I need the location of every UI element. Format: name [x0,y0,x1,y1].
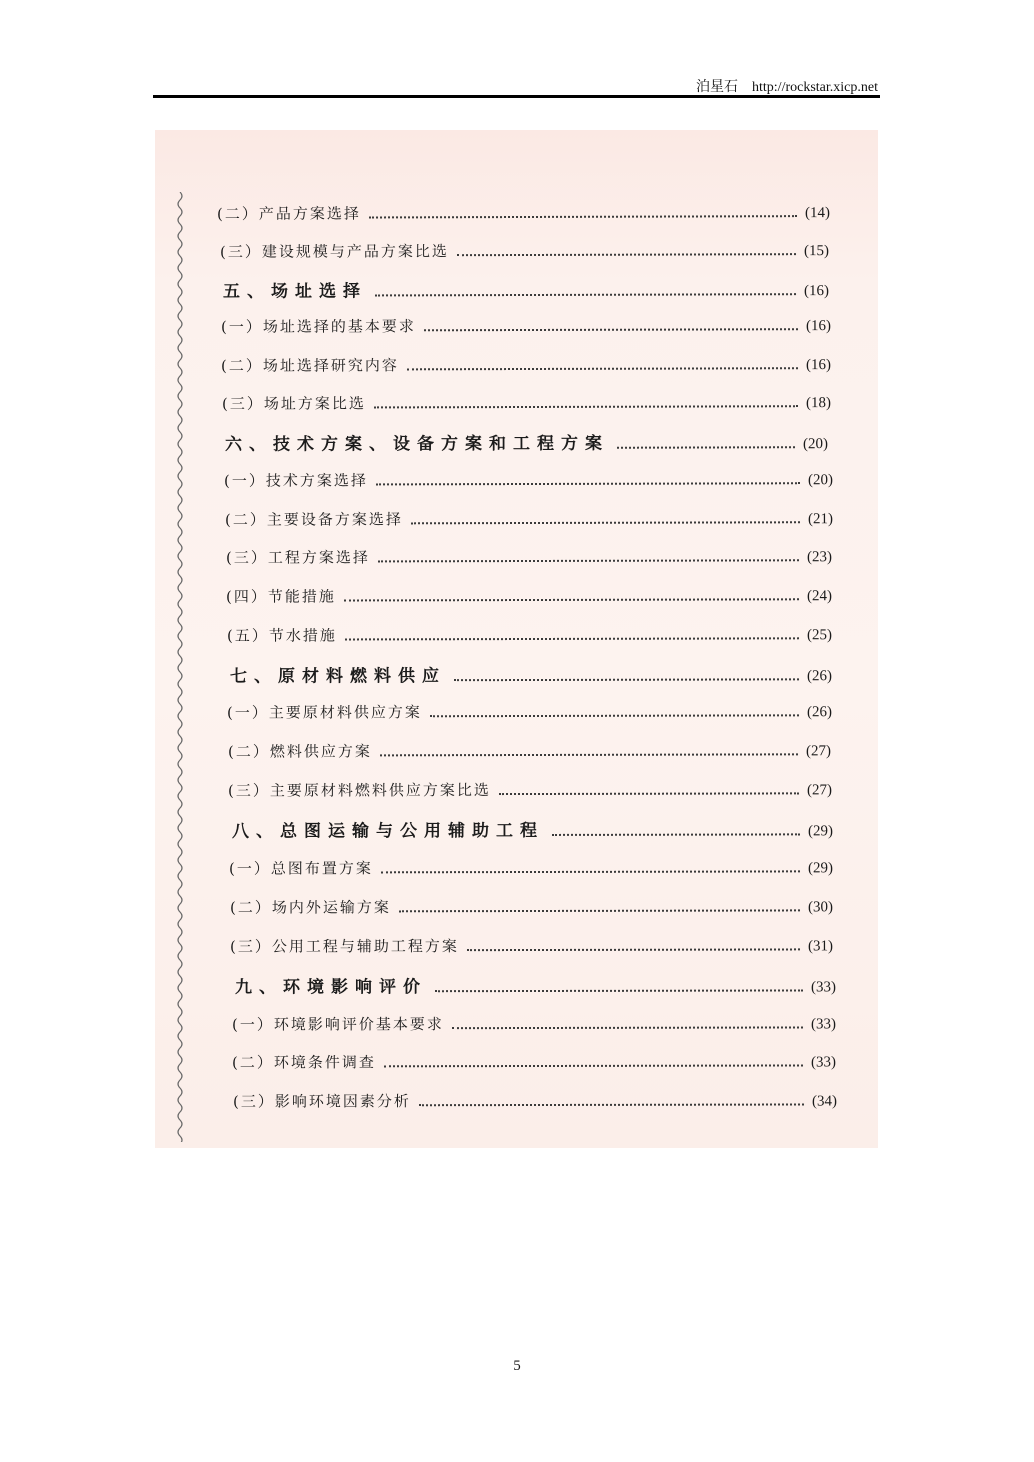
toc-entry-page: (16) [805,357,832,374]
dot-leader [344,597,799,601]
toc-entry [228,778,832,800]
toc-entry-label: (四）节能措施 [225,587,336,606]
toc-entry-page: (27) [805,743,832,760]
toc-entry-label: (一）总图布置方案 [228,859,373,878]
scanned-toc-page [155,130,878,1148]
dot-leader [407,366,798,370]
toc-entry [226,584,832,607]
toc-entry-label: 五、场址选择 [222,281,368,302]
dot-leader [384,1063,803,1067]
toc-entry-page: (33) [810,1016,837,1033]
dot-leader [457,252,796,256]
toc-entry-label: (二）燃料供应方案 [227,742,372,761]
toc-entry [233,1089,837,1111]
toc-entry [228,739,831,761]
toc-entry [227,700,832,722]
toc-entry [221,353,831,376]
dot-leader [375,292,796,296]
toc-entry-page: (16) [805,318,832,335]
dot-leader [380,752,798,756]
toc-entry-label: (一）技术方案选择 [223,471,368,490]
toc-entry-label: (二）环境条件调查 [231,1053,376,1072]
dot-leader [419,1102,804,1106]
toc-entry-page: (30) [807,899,834,916]
toc-entry-label: (二）主要设备方案选择 [224,510,403,529]
dot-leader [617,445,795,449]
toc-entry-page: (23) [806,549,833,566]
toc-entry [232,1012,836,1034]
binding-edge-icon [175,192,185,1142]
toc-section-entry [232,815,833,841]
dot-leader [552,832,800,836]
header-rule [153,95,880,98]
toc-entry-page: (24) [806,588,833,605]
toc-entry-label: (三）建设规模与产品方案比选 [219,242,449,261]
page-header [696,76,878,96]
toc-entry-page: (20) [802,436,829,453]
toc-entry-label: (三）公用工程与辅助工程方案 [229,937,459,956]
toc-entry-label: 七、原材料燃料供应 [229,666,447,687]
toc-entry [217,201,830,224]
dot-leader [345,636,799,640]
toc-entry-page: (33) [810,979,837,996]
dot-leader [369,214,797,218]
toc-entry-label: 九、环境影响评价 [234,977,428,998]
toc-entry-page: (29) [807,823,834,840]
toc-entry-label: (一）环境影响评价基本要求 [231,1015,444,1034]
toc-section-entry [235,971,836,997]
toc-entry-page: (21) [807,511,834,528]
dot-leader [499,791,799,795]
toc-section-entry [223,275,829,302]
toc-entry [224,468,833,491]
dot-leader [430,713,799,717]
dot-leader [411,520,800,524]
page-number: 5 [513,1358,521,1374]
toc-entry-page: (16) [803,283,830,300]
toc-entry-page: (20) [807,472,834,489]
dot-leader [378,558,799,562]
dot-leader [374,404,798,408]
dot-leader [376,481,800,485]
toc-section-entry [225,428,828,455]
toc-entry [227,623,832,646]
dot-leader [399,908,800,912]
dot-leader [467,947,800,951]
toc-entry-page: (34) [811,1093,838,1110]
toc-entry [226,545,832,568]
dot-leader [424,327,798,331]
dot-leader [435,988,803,992]
toc-section-entry [230,660,832,687]
toc-entry-page: (29) [807,860,834,877]
dot-leader [454,677,799,681]
toc-entry-label: (二）场内外运输方案 [229,898,391,917]
toc-entry [225,507,833,530]
header-title: 泊星石 [696,80,739,95]
toc-entry [230,895,833,917]
toc-entry-label: (一）场址选择的基本要求 [220,317,416,336]
toc-entry-label: (一）主要原材料供应方案 [226,703,422,722]
toc-entry [222,391,831,414]
toc-entry-label: (三）影响环境因素分析 [232,1092,411,1111]
toc-entry [220,239,829,262]
toc-entry-label: (三）工程方案选择 [225,548,370,567]
dot-leader [452,1025,803,1029]
dot-leader [381,869,800,873]
toc-entry-label: 六、技术方案、设备方案和工程方案 [224,433,610,455]
toc-entry-page: (15) [803,243,830,260]
toc-entry-label: (三）主要原材料燃料供应方案比选 [227,781,491,800]
toc-entry-page: (25) [806,627,833,644]
toc-entry [221,314,831,337]
toc-entry [232,1050,836,1072]
toc-entry-page: (26) [806,668,833,685]
toc-entry-page: (26) [806,704,833,721]
toc-entry-page: (14) [804,205,831,222]
toc-entry-label: (二）场址选择研究内容 [220,356,399,375]
toc-entry [230,934,833,956]
toc-entry-label: (三）场址方案比选 [221,394,366,413]
toc-entry-label: (五）节水措施 [226,626,337,645]
toc-entry-page: (27) [806,782,833,799]
toc-entry-page: (33) [810,1054,837,1071]
toc-entry [229,856,833,878]
toc-entry-label: 八、总图运输与公用辅助工程 [231,820,545,842]
toc-entry-page: (18) [805,395,832,412]
toc-entry-page: (31) [807,938,834,955]
header-url[interactable]: http://rockstar.xicp.net [752,80,878,95]
toc-entry-label: (二）产品方案选择 [216,204,361,223]
